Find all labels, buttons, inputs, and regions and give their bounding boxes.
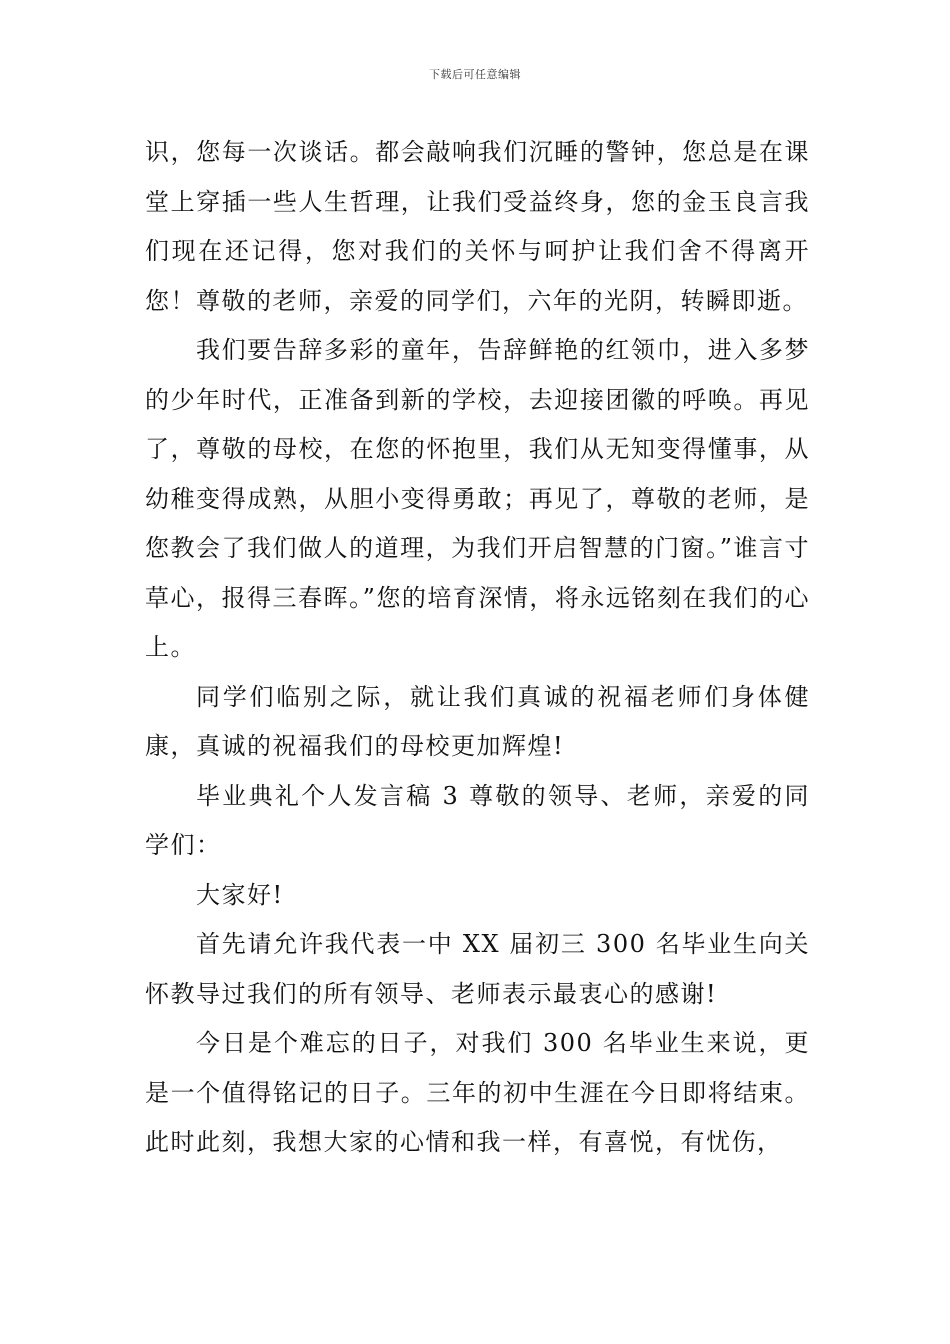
paragraph: 今日是个难忘的日子，对我们 300 名毕业生来说，更是一个值得铭记的日子。三年的初中生涯在今日即将结束。此时此刻，我想大家的心情和我一样，有喜悦，有忧伤， [145, 1029, 810, 1156]
page-header: 下载后可任意编辑 [429, 68, 521, 81]
section-heading-paragraph: 毕业典礼个人发言稿 3 尊敬的领导、老师，亲爱的同学们： [145, 781, 810, 859]
paragraph-continuation: 识，您每一次谈话。都会敲响我们沉睡的警钟，您总是在课堂上穿插一些人生哲理，让我们受益终身，您的金玉良言我们现在还记得，您对我们的关怀与呵护让我们舍不得离开您！尊敬的老师，亲爱的同学们，六年的光阴，转瞬即逝。 [145, 138, 810, 315]
greeting-paragraph: 大家好! [196, 880, 284, 909]
document-body [145, 128, 810, 1168]
paragraph: 同学们临别之际，就让我们真诚的祝福老师们身体健康，真诚的祝福我们的母校更加辉煌! [145, 682, 810, 760]
paragraph: 首先请允许我代表一中 XX 届初三 300 名毕业生向关怀教导过我们的所有领导、老师表示最衷心的感谢! [145, 930, 810, 1008]
paragraph: 我们要告辞多彩的童年，告辞鲜艳的红领巾，进入多梦的少年时代，正准备到新的学校，去迎接团徽的呼唤。再见了，尊敬的母校，在您的怀抱里，我们从无知变得懂事，从幼稚变得成熟，从胆小变得勇敢；再见了，尊敬的老师，是您教会了我们做人的道理，为我们开启智慧的门窗。”谁言寸草心，报得三春晖。”您的培育深情，将永远铭刻在我们的心上。 [145, 336, 810, 661]
